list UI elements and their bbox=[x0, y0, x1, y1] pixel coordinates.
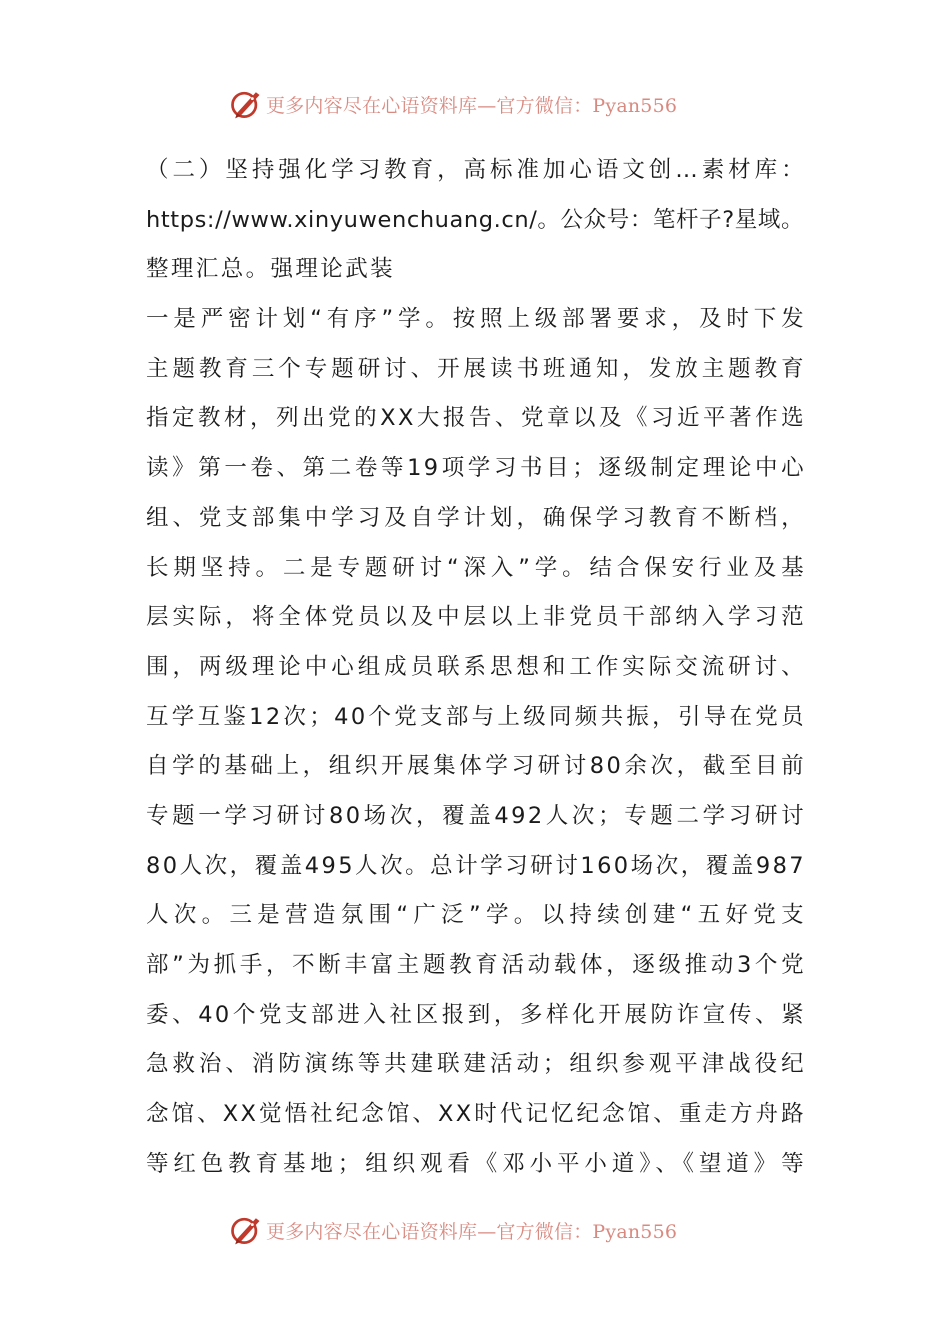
footer-watermark bbox=[228, 1210, 677, 1250]
text-line: 组、党支部集中学习及自学计划，确保学习教育不断档， bbox=[146, 504, 806, 531]
text-line: 长期坚持。二是专题研讨“深入”学。结合保安行业及基 bbox=[146, 554, 806, 581]
text-line: 委、40个党支部进入社区报到，多样化开展防诈宣传、紧 bbox=[146, 1001, 806, 1028]
document-body bbox=[146, 146, 806, 1189]
text-line: （二）坚持强化学习教育，高标准加心语文创…素材库： bbox=[146, 157, 806, 183]
text-line: 部”为抓手，不断丰富主题教育活动载体，逐级推动3个党 bbox=[146, 952, 806, 978]
pen-logo-icon bbox=[228, 1212, 264, 1248]
text-line: 念馆、XX觉悟社纪念馆、XX时代记忆纪念馆、重走方舟路 bbox=[146, 1101, 806, 1128]
watermark-text: 更多内容尽在心语资料库—官方微信：Pyan556 bbox=[266, 1220, 678, 1243]
header-watermark bbox=[228, 84, 677, 124]
text-line: 指定教材，列出党的XX大报告、党章以及《习近平著作选 bbox=[146, 405, 806, 432]
text-line: 主题教育三个专题研讨、开展读书班通知，发放主题教育 bbox=[146, 355, 806, 382]
text-line: 围，两级理论中心组成员联系思想和工作实际交流研讨、 bbox=[146, 653, 806, 680]
text-line: 层实际，将全体党员以及中层以上非党员干部纳入学习范 bbox=[146, 604, 806, 631]
text-line: 等红色教育基地；组织观看《邓小平小道》、《望道》等 bbox=[146, 1150, 806, 1177]
text-line: https://www.xinyuwenchuang.cn/。公众号：笔杆子?星域。 bbox=[146, 206, 805, 233]
text-line: 互学互鉴12次；40个党支部与上级同频共振，引导在党员 bbox=[146, 703, 806, 730]
watermark-text: 更多内容尽在心语资料库—官方微信：Pyan556 bbox=[266, 94, 678, 117]
text-line: 急救治、消防演练等共建联建活动；组织参观平津战役纪 bbox=[146, 1051, 806, 1078]
text-line: 读》第一卷、第二卷等19项学习书目；逐级制定理论中心 bbox=[146, 455, 806, 482]
text-line: 专题一学习研讨80场次，覆盖492人次；专题二学习研讨 bbox=[146, 802, 806, 829]
text-line: 整理汇总。强理论武装 bbox=[146, 256, 396, 283]
text-line: 80人次，覆盖495人次。总计学习研讨160场次，覆盖987 bbox=[146, 852, 806, 879]
text-line: 人次。三是营造氛围“广泛”学。以持续创建“五好党支 bbox=[146, 902, 806, 929]
pen-logo-icon bbox=[228, 86, 264, 122]
text-line: 一是严密计划“有序”学。按照上级部署要求，及时下发 bbox=[146, 306, 806, 333]
text-line: 自学的基础上，组织开展集体学习研讨80余次，截至目前 bbox=[146, 753, 806, 780]
